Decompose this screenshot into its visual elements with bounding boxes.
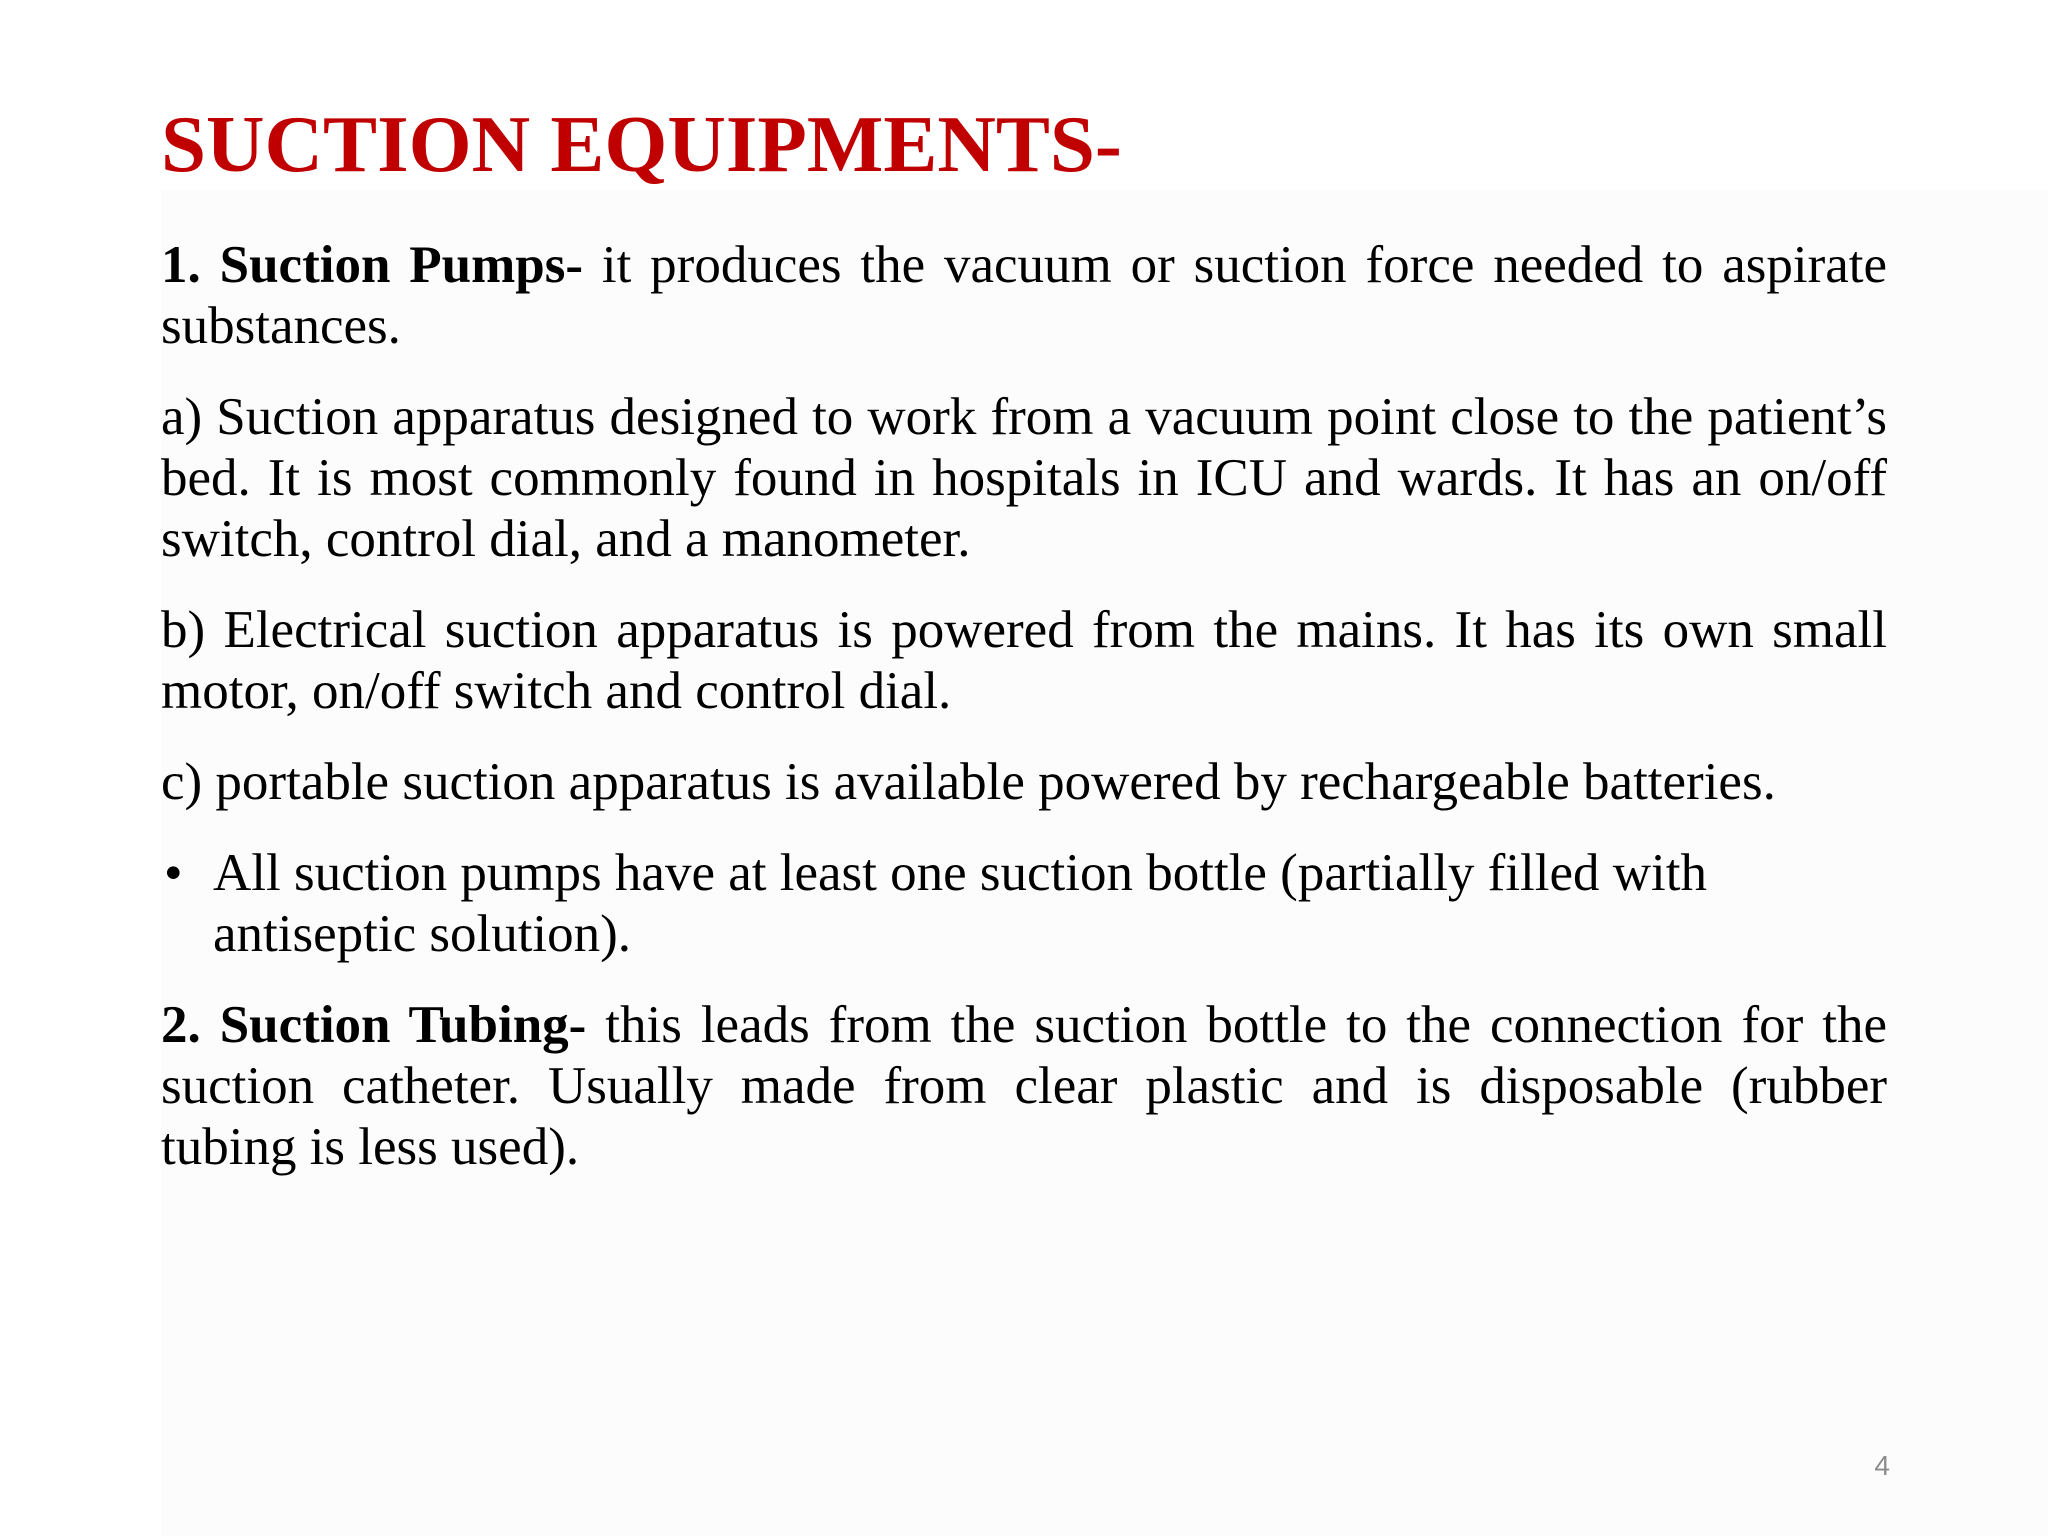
suction-pumps-heading: 1. Suction Pumps-	[161, 236, 584, 294]
suction-pumps-text: it produces the vacuum or suction force needed to aspirate substances.	[161, 236, 1888, 355]
bullet-item	[161, 843, 1887, 965]
slide-title: SUCTION EQUIPMENTS-	[161, 99, 1122, 189]
suction-tubing-text: this leads from the suction bottle to the connection for the suction catheter. Usually made from clear plastic and is disposable (rubber tubing is less used).	[161, 996, 1887, 1176]
slide-body	[161, 235, 1887, 1208]
bullet-text: All suction pumps have at least one suction bottle (partially filled with antiseptic solution).	[213, 844, 1707, 963]
suction-tubing-heading: 2. Suction Tubing-	[161, 996, 587, 1054]
page-number: 4	[1874, 1450, 1890, 1481]
paragraph-suction-tubing	[161, 995, 1887, 1178]
paragraph-suction-pumps	[161, 235, 1887, 357]
paragraph-item-c: c) portable suction apparatus is available powered by rechargeable batteries.	[161, 753, 1776, 811]
bullet-icon: •	[164, 844, 183, 902]
paragraph-item-b: b) Electrical suction apparatus is powered from the mains. It has its own small motor, on/off switch and control dial.	[161, 601, 1887, 720]
paragraph-item-a: a) Suction apparatus designed to work from a vacuum point close to the patient’s bed. It is most commonly found in hospitals in ICU and wards. It has an on/off switch, control dial, and a manometer.	[161, 388, 1887, 568]
